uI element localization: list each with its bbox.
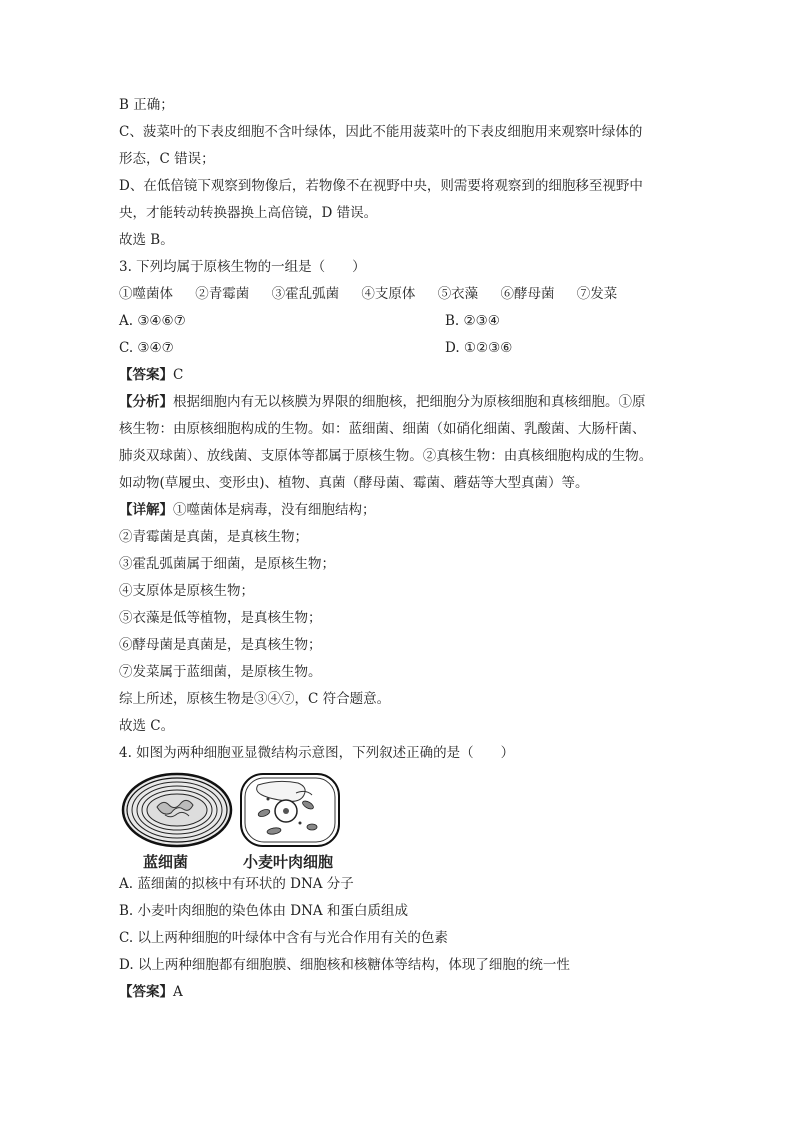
answer-label: 【答案】	[119, 367, 173, 383]
text-line: D、在低倍镜下观察到物像后，若物像不在视野中央，则需要将观察到的细胞移至视野中	[119, 178, 643, 194]
detail-line: ⑤衣藻是低等植物，是真核生物；	[119, 610, 322, 626]
item: ①噬菌体	[119, 286, 173, 302]
detail-label: 【详解】	[119, 502, 173, 518]
cell-diagram-figure	[119, 771, 679, 871]
analysis-label: 【分析】	[119, 394, 173, 410]
option-c: C. 以上两种细胞的叶绿体中含有与光合作用有关的色素	[119, 930, 448, 946]
option-b: B. 小麦叶肉细胞的染色体由 DNA 和蛋白质组成	[119, 903, 408, 919]
item: ⑤衣藻	[437, 286, 479, 302]
detail-line: ⑥酵母菌是真菌是，是真核生物；	[119, 637, 322, 653]
question-3-options-row-1	[119, 308, 679, 335]
item: ⑦发菜	[576, 286, 618, 302]
question-3-items	[119, 281, 679, 308]
answer-line	[119, 979, 679, 1006]
analysis-line: 核生物：由原核细胞构成的生物。如：蓝细菌、细菌（如硝化细菌、乳酸菌、大肠杆菌、	[119, 421, 646, 437]
document-page	[119, 92, 679, 1006]
text-line: C、菠菜叶的下表皮细胞不含叶绿体，因此不能用菠菜叶的下表皮细胞用来观察叶绿体的	[119, 124, 643, 140]
option-a: A. 蓝细菌的拟核中有环状的 DNA 分子	[119, 876, 354, 892]
detail-text: ①噬菌体是病毒，没有细胞结构；	[173, 502, 376, 518]
detail-line: ②青霉菌是真菌，是真核生物；	[119, 529, 308, 545]
caption-cyanobacteria: 蓝细菌	[143, 853, 189, 871]
answer-line	[119, 362, 679, 389]
detail-line: ③霍乱弧菌属于细菌，是原核生物；	[119, 556, 335, 572]
analysis-text: 根据细胞内有无以核膜为界限的细胞核，把细胞分为原核细胞和真核细胞。①原	[173, 394, 646, 410]
item: ②青霉菌	[195, 286, 250, 302]
cyanobacteria-illustration	[121, 771, 233, 849]
option-d: D. ①②③⑥	[445, 340, 513, 356]
text-line: 形态，C 错误；	[119, 151, 215, 167]
option-b: B. ②③④	[445, 313, 500, 329]
item: ④支原体	[361, 286, 416, 302]
detail-line: 综上所述，原核生物是③④⑦，C 符合题意。	[119, 691, 391, 707]
question-3-stem: 3. 下列均属于原核生物的一组是（ ）	[119, 259, 366, 275]
detail-line: ④支原体是原核生物；	[119, 583, 254, 599]
analysis-line: 肺炎双球菌）、放线菌、支原体等都属于原核生物。②真核生物：由真核细胞构成的生物。	[119, 448, 653, 464]
option-d: D. 以上两种细胞都有细胞膜、细胞核和核糖体等结构，体现了细胞的统一性	[119, 957, 570, 973]
text-line: 故选 B。	[119, 232, 174, 248]
item: ⑥酵母菌	[500, 286, 555, 302]
wheat-leaf-cell-illustration	[238, 771, 342, 849]
option-c: C. ③④⑦	[119, 340, 174, 356]
option-a: A. ③④⑥⑦	[119, 313, 186, 329]
answer-value: A	[173, 984, 183, 1000]
detail-line: 故选 C。	[119, 718, 175, 734]
caption-wheat-leaf-cell: 小麦叶肉细胞	[243, 853, 334, 871]
detail-line	[119, 497, 679, 524]
analysis-line: 如动物(草履虫、变形虫)、植物、真菌（酵母菌、霉菌、蘑菇等大型真菌）等。	[119, 475, 589, 491]
text-line: B 正确；	[119, 97, 174, 113]
question-3-options-row-2	[119, 335, 679, 362]
item: ③霍乱弧菌	[271, 286, 340, 302]
answer-value: C	[173, 367, 184, 383]
question-4-stem: 4. 如图为两种细胞亚显微结构示意图，下列叙述正确的是（ ）	[119, 745, 515, 761]
detail-line: ⑦发菜属于蓝细菌，是原核生物。	[119, 664, 322, 680]
text-line: 央，才能转动转换器换上高倍镜，D 错误。	[119, 205, 378, 221]
answer-label: 【答案】	[119, 984, 173, 1000]
analysis-line	[119, 389, 679, 416]
